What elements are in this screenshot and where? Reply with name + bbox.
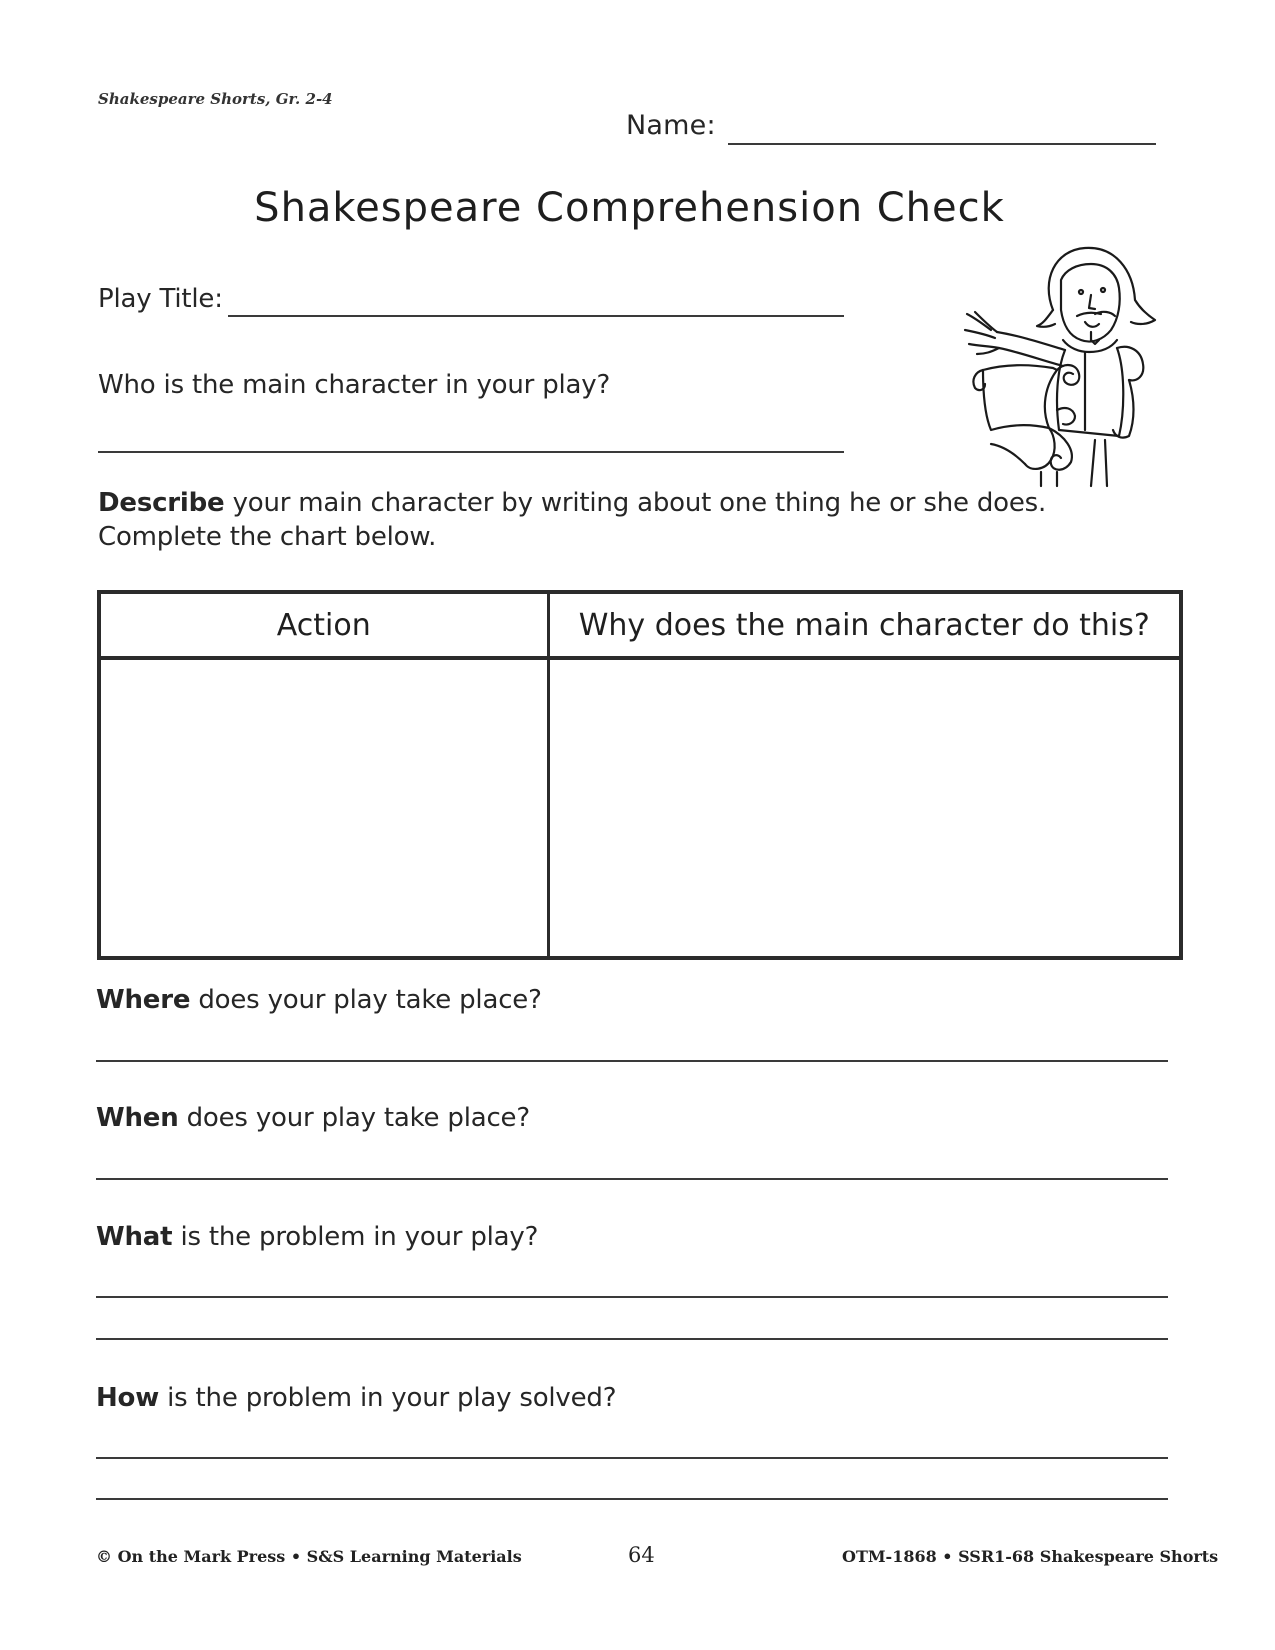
shakespeare-scroll-icon [945, 240, 1175, 495]
page-number: 64 [628, 1543, 655, 1567]
when-answer-line[interactable] [96, 1178, 1168, 1180]
how-question [96, 1381, 616, 1415]
describe-line2: Complete the chart below. [98, 522, 437, 552]
chart-cell-action[interactable] [99, 658, 548, 958]
what-answer-line-1[interactable] [96, 1296, 1168, 1298]
chart-cell-why[interactable] [548, 658, 1181, 958]
name-answer-line[interactable] [728, 143, 1156, 145]
name-label: Name: [626, 110, 716, 141]
play-title-label: Play Title: [98, 284, 223, 314]
chart-header-action: Action [99, 592, 548, 658]
when-lead: When [96, 1103, 179, 1133]
when-question [96, 1101, 530, 1135]
what-question [96, 1220, 538, 1254]
where-question [96, 983, 542, 1017]
what-answer-line-2[interactable] [96, 1338, 1168, 1340]
what-rest: is the problem in your play? [180, 1222, 539, 1252]
action-chart [97, 590, 1183, 960]
page-title: Shakespeare Comprehension Check [254, 185, 1005, 231]
how-answer-line-1[interactable] [96, 1457, 1168, 1459]
series-label: Shakespeare Shorts, Gr. 2-4 [98, 90, 333, 108]
where-answer-line[interactable] [96, 1060, 1168, 1062]
describe-instructions [98, 486, 1098, 554]
where-lead: Where [96, 985, 191, 1015]
how-answer-line-2[interactable] [96, 1498, 1168, 1500]
describe-rest: your main character by writing about one thing he or she does. [232, 488, 1047, 518]
where-rest: does your play take place? [198, 985, 542, 1015]
play-title-answer-line[interactable] [228, 315, 844, 317]
what-lead: What [96, 1222, 173, 1252]
footer-product-code: OTM-1868 • SSR1-68 Shakespeare Shorts [842, 1547, 1219, 1566]
footer-copyright: © On the Mark Press • S&S Learning Materials [96, 1547, 522, 1566]
when-rest: does your play take place? [186, 1103, 530, 1133]
describe-lead: Describe [98, 488, 225, 518]
main-character-answer-line[interactable] [98, 451, 844, 453]
main-character-question: Who is the main character in your play? [98, 370, 611, 400]
how-rest: is the problem in your play solved? [167, 1383, 617, 1413]
how-lead: How [96, 1383, 160, 1413]
chart-header-why: Why does the main character do this? [548, 592, 1181, 658]
